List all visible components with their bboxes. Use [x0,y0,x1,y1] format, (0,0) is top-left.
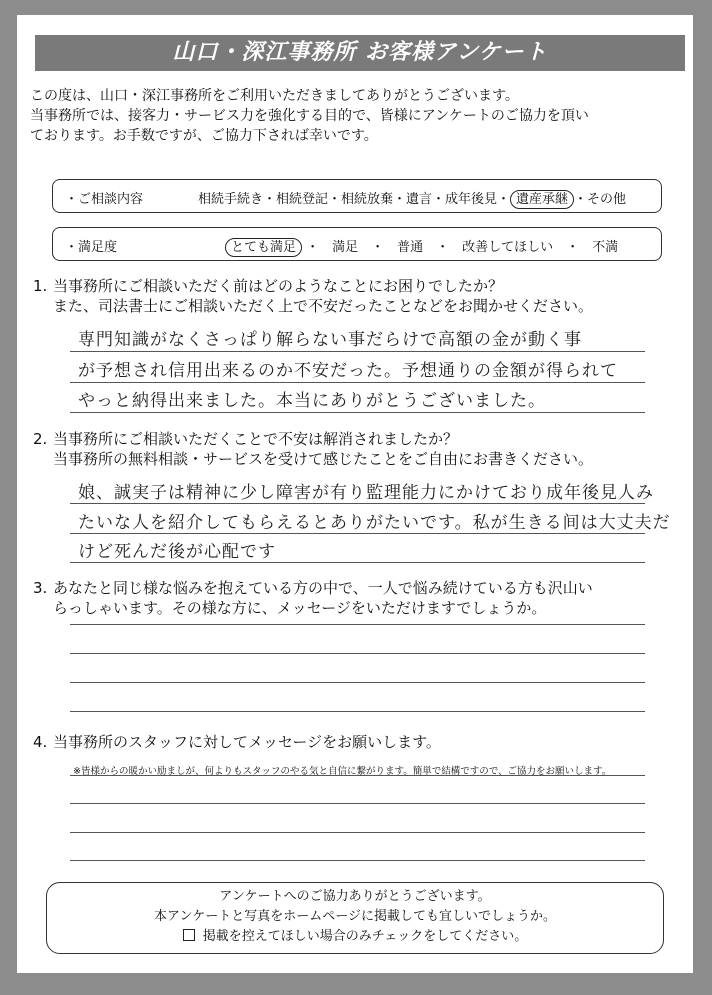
question-line: 当事務所にご相談いただくことで不安は解消されましたか？ [53,430,459,448]
satisfaction-box [52,227,662,261]
intro-line: ております。お手数ですが、ご協力下されば幸いです。 [30,128,378,144]
answer-1-line: 専門知識がなくさっぱり解らない事だらけで高額の金が動く事 [78,330,582,350]
question-line: 当事務所のスタッフに対してメッセージをお願いします。 [53,733,441,751]
footer-check-label: 掲載を控えてほしい場合のみチェックをしてください。 [202,929,528,944]
answer-rule [70,533,645,534]
question-4 [33,732,653,752]
footer-thanks: アンケートへのご協力ありがとうございます。 [219,889,491,904]
consult-label: ・ご相談内容 [65,192,144,207]
answer-rule [70,711,645,712]
answer-rule [70,775,645,776]
footer-check-row [47,927,663,947]
answer-1-line: が予想され信用出来るのか不安だった。予想通りの金額が得られて [78,361,618,381]
consult-options-before: 相続手続き・相続登記・相続放棄・遺言・成年後見・ [198,192,511,207]
question-number: 4. [33,733,48,751]
answer-1-line: やっと納得出来ました。本当にありがとうございました。 [78,391,546,411]
answer-rule [70,803,645,804]
answer-2-line: 娘、誠実子は精神に少し障害が有り監理能力にかけており成年後見人み [78,483,654,503]
consult-options [198,188,626,207]
consult-selected[interactable]: 遺産承継 [510,190,574,209]
footer-question: 本アンケートと写真をホームページに掲載しても宜しいでしょうか。 [154,909,556,924]
intro-line: 当事務所では、接客力・サービス力を強化する目的で、皆様にアンケートのご協力を頂い [30,108,589,124]
encouragement-note: ※皆様からの暖かい励ましが、何よりもスタッフのやる気と自信に繋がります。簡単で結構ですので、ご協力をお願いします。 [73,766,612,777]
answer-2-line: たいな人を紹介してもらえるとありがたいです。私が生きる间は大丈夫だ [78,513,671,533]
consult-box [52,179,662,213]
consult-options-after: ・その他 [574,192,627,207]
question-number: 1. [33,277,48,295]
question-number: 2. [33,430,48,448]
answer-rule [70,562,645,563]
survey-title: 山口・深江事務所 お客様アンケート [35,35,685,71]
question-line: らっしゃいます。その様な方に、メッセージをいただけますでしょうか。 [53,599,547,617]
question-1 [33,276,653,316]
question-line: また、司法書士にご相談いただく上で不安だったことなどをお聞かせください。 [53,297,594,315]
answer-2-line: けど死んだ後が心配です [78,542,276,562]
satisfaction-selected[interactable]: とても満足 [225,238,302,257]
satisfaction-label: ・満足度 [65,240,118,255]
answer-rule [70,503,645,504]
satisfaction-others: ・ 満足 ・ 普通 ・ 改善してほしい ・ 不満 [306,240,619,255]
answer-rule [70,624,645,625]
question-number: 3. [33,579,48,597]
question-2 [33,429,653,469]
answer-rule [70,653,645,654]
intro-text [30,86,660,146]
satisfaction-options [225,236,618,255]
answer-rule [70,832,645,833]
question-line: 当事務所の無料相談・サービスを受けて感じたことをご自由にお書きください。 [53,450,594,468]
answer-rule [70,860,645,861]
intro-line: この度は、山口・深江事務所をご利用いただきましてありがとうございます。 [30,88,519,104]
answer-rule [70,351,645,352]
footer-box [46,882,664,954]
answer-rule [70,682,645,683]
publish-optout-checkbox[interactable] [183,929,195,941]
answer-rule [70,382,645,383]
answer-rule [70,412,645,413]
question-line: あなたと同じ様な悩みを抱えている方の中で、一人で悩み続けている方も沢山い [53,579,593,597]
question-3 [33,578,653,618]
question-line: 当事務所にご相談いただく前はどのようなことにお困りでしたか？ [53,277,504,295]
